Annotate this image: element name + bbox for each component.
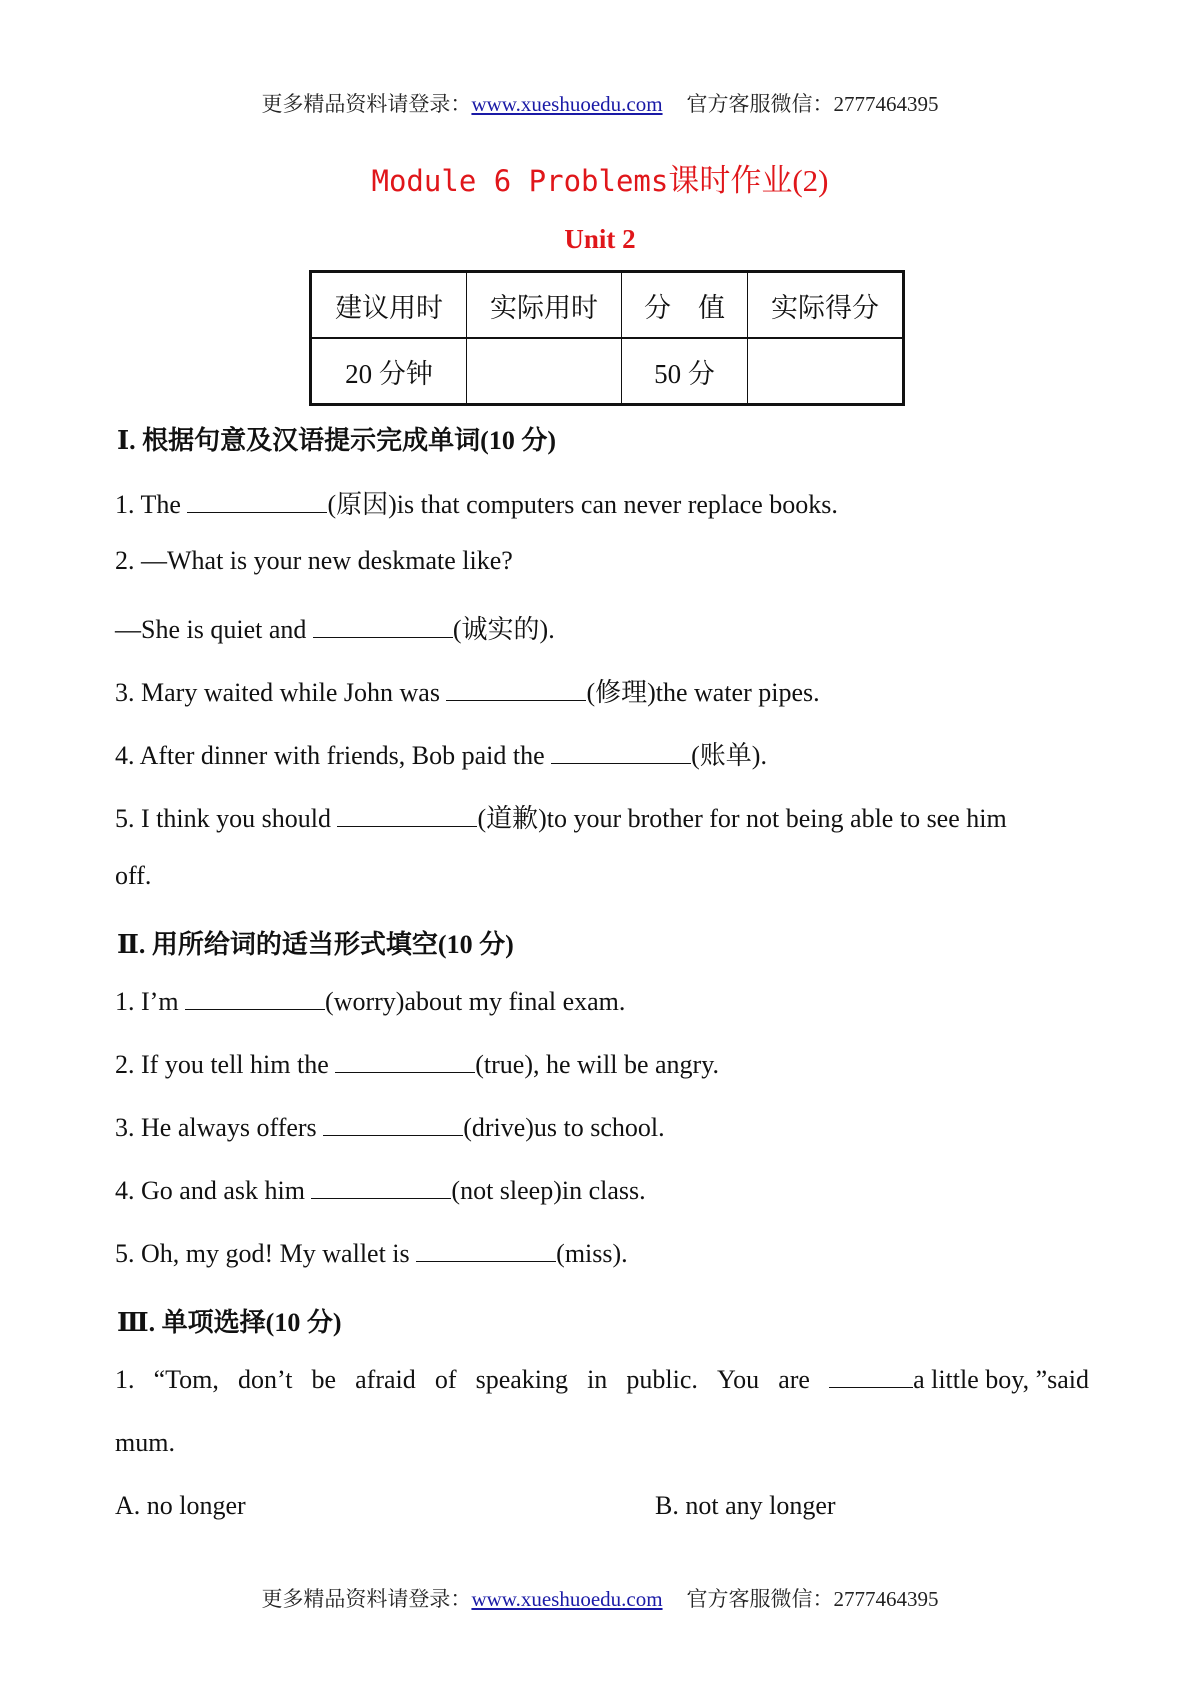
q-text: 3. Mary waited while John was (115, 678, 447, 707)
section1-heading: Ⅰ. 根据句意及汉语提示完成单词(10 分) (117, 426, 556, 455)
header-cell: 分 值 (622, 272, 748, 339)
footer-link[interactable]: www.xueshuoedu.com (471, 1587, 663, 1611)
answer-blank[interactable] (337, 806, 477, 827)
q-text: —She is quiet and (115, 615, 313, 644)
q-text: 4. Go and ask him (115, 1176, 312, 1205)
q-word: don’t (238, 1365, 293, 1394)
q-word: in (587, 1365, 608, 1394)
score-table-value-row (311, 338, 904, 405)
q-text: 5. I think you should (115, 804, 338, 833)
option-a[interactable]: A. no longer (115, 1491, 246, 1520)
answer-blank[interactable] (323, 1115, 463, 1136)
option-b[interactable]: B. not any longer (655, 1491, 836, 1520)
score-table (309, 270, 905, 406)
unit-heading: Unit 2 (564, 224, 636, 254)
q-text: 5. Oh, my god! My wallet is (115, 1239, 417, 1268)
s2-question-2 (115, 1050, 719, 1080)
q-word: 1. (115, 1365, 135, 1394)
header-contact: 官方客服微信：2777464395 (686, 92, 939, 116)
q-word: speaking (475, 1365, 568, 1394)
q-word: are (778, 1365, 810, 1394)
s1-question-3 (115, 672, 820, 709)
answer-blank[interactable] (187, 492, 327, 513)
q-word: afraid (355, 1365, 416, 1394)
q-text: (道歉)to your brother for not being able to see him (477, 804, 1007, 833)
value-cell: 20 分钟 (311, 338, 467, 405)
s1-question-2-prompt: 2. —What is your new deskmate like? (115, 546, 513, 575)
s3-options-row (115, 1491, 1089, 1521)
header-cell: 建议用时 (311, 272, 467, 339)
answer-blank[interactable] (446, 680, 586, 701)
answer-blank[interactable] (311, 1178, 451, 1199)
s2-question-4 (115, 1176, 646, 1206)
s2-question-1 (115, 987, 625, 1017)
s2-question-3 (115, 1113, 665, 1143)
q-word: be (311, 1365, 337, 1394)
s1-question-1 (115, 484, 838, 521)
title-en: Module 6 Problems (371, 164, 669, 198)
q-text: 4. After dinner with friends, Bob paid the (115, 741, 552, 770)
header-cell: 实际得分 (748, 272, 904, 339)
q-text: (诚实的). (452, 615, 555, 644)
answer-blank[interactable] (551, 743, 691, 764)
q-text: (原因)is that computers can never replace books. (327, 490, 838, 519)
page-header (0, 88, 1200, 118)
q-text: (miss). (556, 1239, 628, 1268)
s1-question-5-cont: off. (115, 861, 152, 890)
s3-question-1-cont: mum. (115, 1428, 175, 1457)
score-table-header-row (311, 272, 904, 339)
section2-heading: Ⅱ. 用所给词的适当形式填空(10 分) (117, 930, 514, 959)
q-tail (829, 1365, 1089, 1395)
q-text: (worry)about my final exam. (325, 987, 626, 1016)
answer-blank[interactable] (416, 1241, 556, 1262)
q-text: 2. If you tell him the (115, 1050, 336, 1079)
q-text: 3. He always offers (115, 1113, 324, 1142)
q-text: (true), he will be angry. (475, 1050, 720, 1079)
s1-question-5 (115, 798, 1007, 835)
page-title (0, 155, 1200, 200)
s1-question-2 (115, 609, 555, 646)
q-word: of (434, 1365, 457, 1394)
title-cn: 课时作业(2) (668, 163, 829, 198)
page-footer (0, 1583, 1200, 1613)
answer-blank[interactable] (313, 617, 453, 638)
s3-question-1 (115, 1365, 1089, 1395)
footer-prefix: 更多精品资料请登录： (261, 1587, 472, 1611)
q-text: a little boy, ”said (913, 1365, 1089, 1394)
q-text: (not sleep)in class. (451, 1176, 646, 1205)
q-text: 1. The (115, 490, 188, 519)
q-word: public. (626, 1365, 698, 1394)
q-word: You (716, 1365, 760, 1394)
value-cell[interactable] (748, 338, 904, 405)
q-word: “Tom, (153, 1365, 219, 1394)
s2-question-5 (115, 1239, 628, 1269)
q-text: 1. I’m (115, 987, 186, 1016)
answer-blank[interactable] (829, 1367, 913, 1388)
answer-blank[interactable] (185, 989, 325, 1010)
section3-heading: Ⅲ. 单项选择(10 分) (117, 1308, 342, 1337)
answer-blank[interactable] (335, 1052, 475, 1073)
footer-contact: 官方客服微信：2777464395 (686, 1587, 939, 1611)
value-cell: 50 分 (622, 338, 748, 405)
header-prefix: 更多精品资料请登录： (261, 92, 472, 116)
q-text: (账单). (691, 741, 767, 770)
q-text: (drive)us to school. (463, 1113, 665, 1142)
header-cell: 实际用时 (467, 272, 622, 339)
header-link[interactable]: www.xueshuoedu.com (471, 92, 663, 116)
value-cell[interactable] (467, 338, 622, 405)
q-text: (修理)the water pipes. (586, 678, 820, 707)
s1-question-4 (115, 735, 767, 772)
